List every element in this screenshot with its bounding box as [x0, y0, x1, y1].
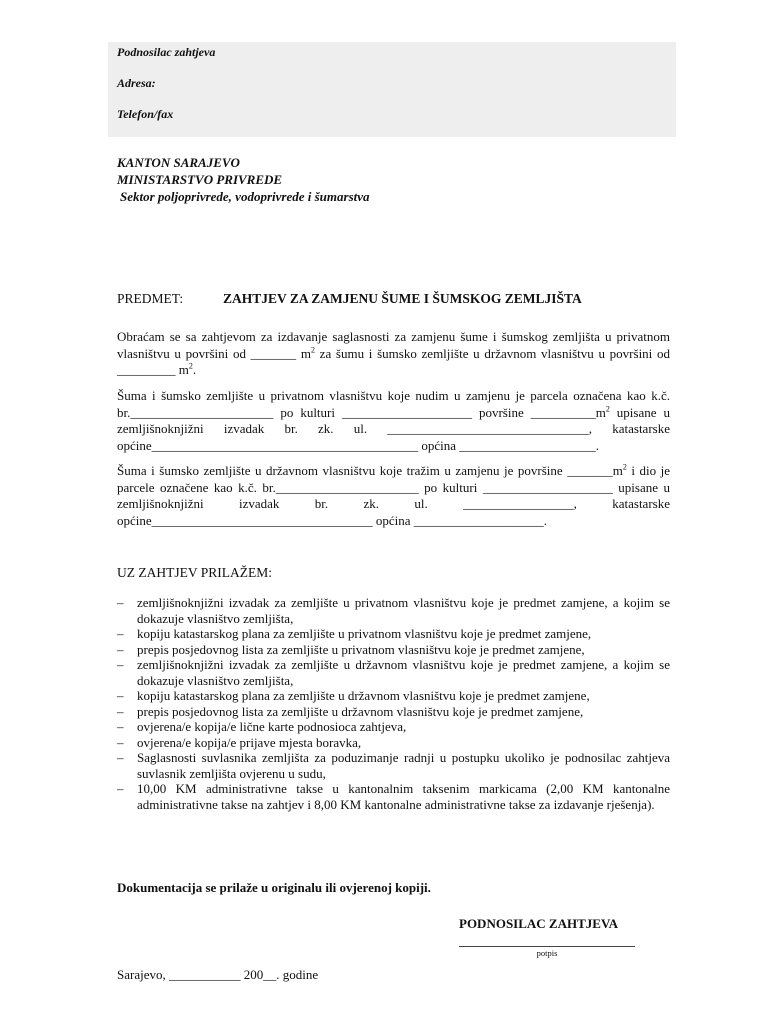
p3-sup: 2 — [622, 462, 627, 472]
list-item: – Saglasnosti suvlasnika zemljišta za poduzimanje radnji u postupku ukoliko je podnosilac zahtjeva suvlasnik zemljišta ovjerenu u sudu, — [117, 750, 670, 781]
p3-text-a: Šuma i šumsko zemljište u državnom vlasništvu koje tražim u zamjenu je površine _______m — [117, 463, 623, 478]
applicant-label: Podnosilac zahtjeva — [117, 45, 216, 59]
sector-name: Sektor poljoprivrede, vodoprivrede i šumarstva — [120, 189, 370, 204]
subject-title: ZAHTJEV ZA ZAMJENU ŠUME I ŠUMSKOG ZEMLJIŠTA — [223, 291, 582, 306]
p3-text-b: i dio je parcele označene kao k.č. br.______________________ po kulturi ____________________ upisane u zemljišnoknjižni izvadak br. zk. ul. _________________, katastarske općine__________________________________ općina ____________________. — [117, 463, 670, 528]
canton-name: KANTON SARAJEVO — [117, 155, 240, 170]
date-line: Sarajevo, ___________ 200__. godine — [117, 967, 319, 982]
list-item: – prepis posjedovnog lista za zemljište u državnom vlasništvu koje je predmet zamjene, — [117, 704, 670, 720]
address-label: Adresa: — [117, 76, 156, 90]
list-item: – prepis posjedovnog lista za zemljište u privatnom vlasništvu koje je predmet zamjene, — [117, 642, 670, 658]
list-item: – ovjerena/e kopija/e prijave mjesta boravka, — [117, 735, 670, 751]
p2-sup: 2 — [605, 404, 610, 414]
p1-sup-2: 2 — [188, 361, 193, 371]
list-item: – kopiju katastarskog plana za zemljište u privatnom vlasništvu koje je predmet zamjene, — [117, 626, 670, 642]
paragraph-private-land — [117, 388, 670, 454]
paragraph-request — [117, 329, 670, 379]
documentation-note: Dokumentacija se prilaže u originalu ili ovjerenoj kopiji. — [117, 880, 431, 895]
list-item: – 10,00 KM administrativne takse u kantonalnim taksenim markicama (2,00 KM kantonalne administrativne takse na zahtjev i 8,00 KM kantonalne administrativne takse za izdavanje rješenja). — [117, 781, 670, 812]
ministry-name: MINISTARSTVO PRIVREDE — [117, 172, 283, 187]
p2-text-a: Šuma i šumsko zemljište u privatnom vlasništvu koje nudim u zamjenu je parcela označena kao k.č. br.______________________ po kulturi ____________________ površine __________m — [117, 388, 670, 420]
list-item: – zemljišnoknjižni izvadak za zemljište u privatnom vlasništvu koje je predmet zamjene, a kojim se dokazuje vlasništvo zemljišta, — [117, 595, 670, 626]
list-item: – ovjerena/e kopija/e lične karte podnosioca zahtjeva, — [117, 719, 670, 735]
attachments-list — [117, 595, 670, 812]
subject-label: PREDMET: — [117, 291, 184, 306]
signature-caption: potpis — [536, 948, 558, 958]
attachments-heading: UZ ZAHTJEV PRILAŽEM: — [117, 565, 272, 580]
p1-text-c: . — [192, 362, 197, 377]
signature-label: PODNOSILAC ZAHTJEVA — [459, 916, 619, 931]
list-item: – zemljišnoknjižni izvadak za zemljište u državnom vlasništvu koje je predmet zamjene, a kojim se dokazuje vlasništvo zemljišta, — [117, 657, 670, 688]
p2-text-b: upisane u zemljišnoknjižni izvadak br. zk. ul. _______________________________, katastarske općine_________________________________________ općina _____________________. — [117, 404, 670, 453]
list-item: – kopiju katastarskog plana za zemljište u državnom vlasništvu koje je predmet zamjene, — [117, 688, 670, 704]
p1-sup-1: 2 — [310, 345, 315, 355]
institution-block — [117, 154, 370, 205]
applicant-info-box — [108, 42, 676, 137]
paragraph-state-land — [117, 463, 670, 529]
phone-label: Telefon/fax — [117, 107, 174, 121]
p1-text-a: Obraćam se sa zahtjevom za izdavanje saglasnosti za zamjenu šume i šumskog zemljišta u privatnom vlasništvu u površini od _______ m — [117, 329, 670, 361]
signature-line — [459, 946, 635, 947]
p1-text-b: za šumu i šumsko zemljište u državnom vlasništvu u površini od _________ m — [117, 345, 670, 377]
